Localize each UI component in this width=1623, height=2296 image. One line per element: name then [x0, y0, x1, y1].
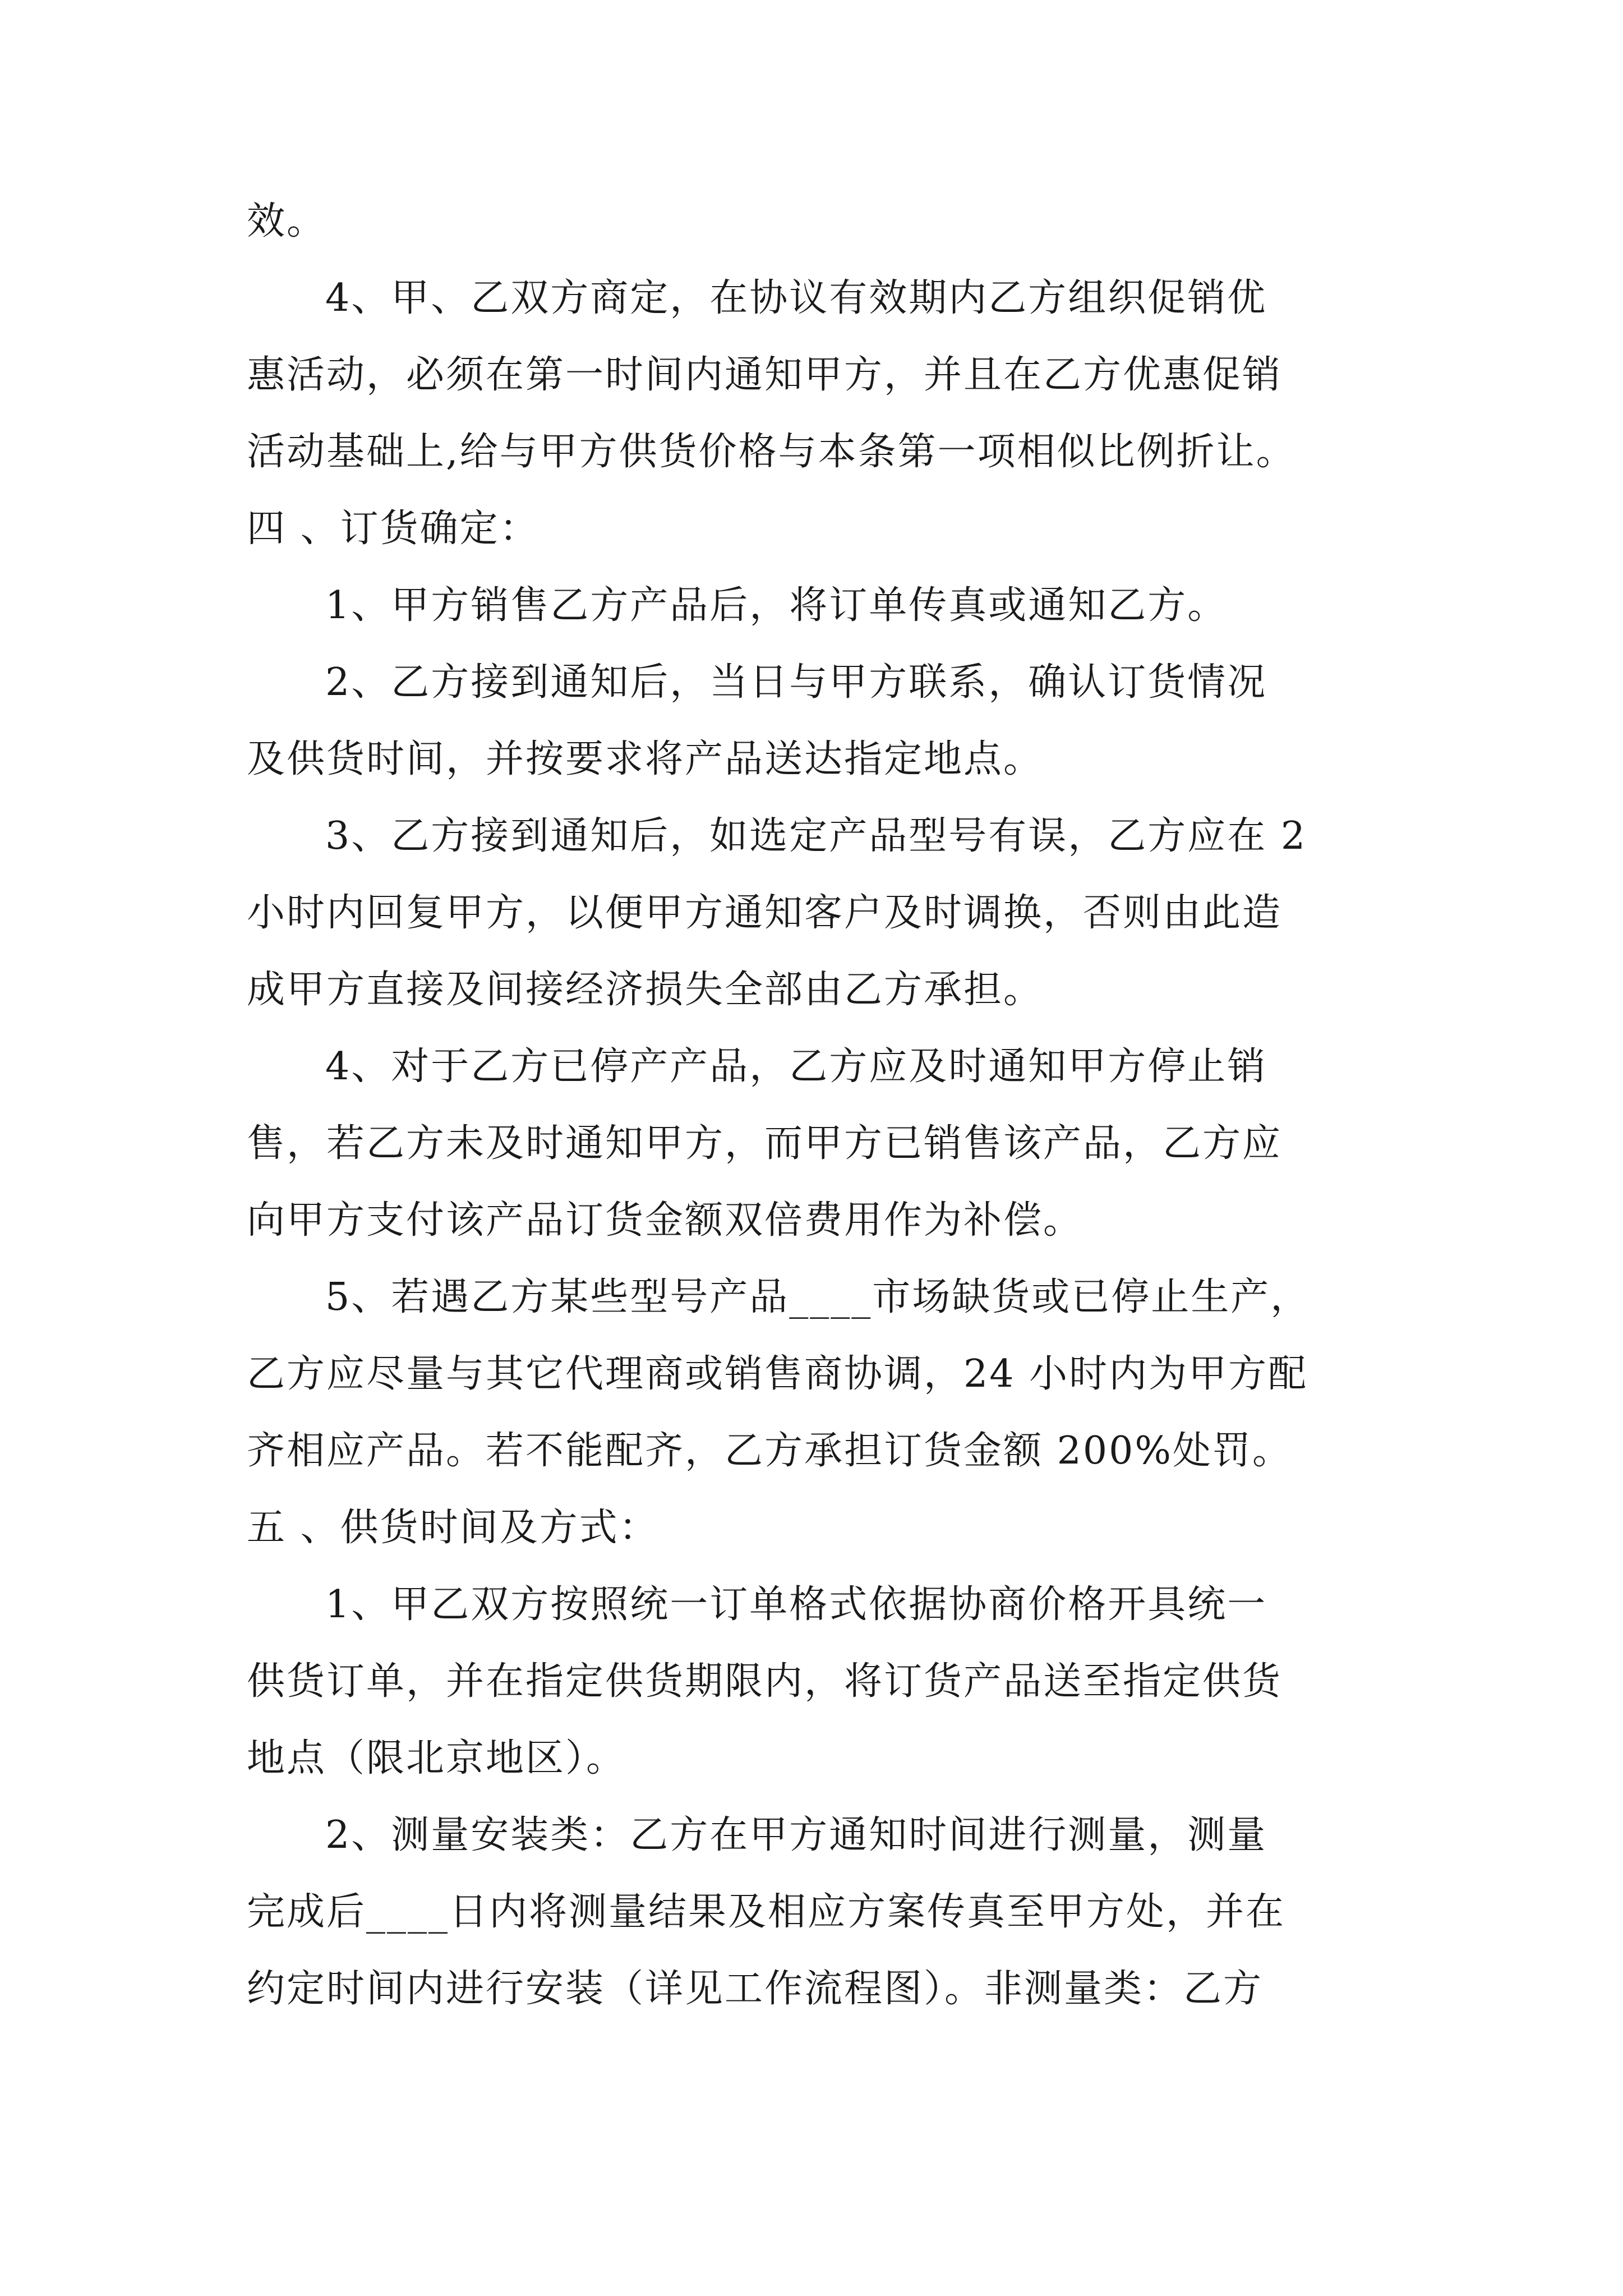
section-heading: 四 、订货确定： — [247, 507, 540, 551]
paragraph-start: 3、乙方接到通知后，如选定产品型号有误，乙方应在 2 — [325, 814, 1307, 858]
paragraph-start: 4、甲、乙双方商定，在协议有效期内乙方组织促销优 — [325, 276, 1267, 320]
text-line: 供货订单，并在指定供货期限内，将订货产品送至指定供货 — [247, 1659, 1283, 1704]
text-line: 约定时间内进行安装（详见工作流程图）。非测量类：乙方 — [247, 1967, 1264, 2011]
text-line: 完成后____日内将测量结果及相应方案传真至甲方处，并在 — [247, 1890, 1286, 1934]
text-line: 齐相应产品。若不能配齐，乙方承担订货金额 200%处罚。 — [247, 1429, 1293, 1473]
paragraph-start: 2、测量安装类：乙方在甲方通知时间进行测量，测量 — [325, 1813, 1267, 1857]
text-line: 成甲方直接及间接经济损失全部由乙方承担。 — [247, 968, 1044, 1012]
text-line: 乙方应尽量与其它代理商或销售商协调，24 小时内为甲方配 — [247, 1352, 1308, 1396]
paragraph-start: 4、对于乙方已停产产品，乙方应及时通知甲方停止销 — [325, 1045, 1267, 1089]
text-line: 活动基础上,给与甲方供货价格与本条第一项相似比例折让。 — [247, 430, 1296, 474]
text-line: 地点（限北京地区）。 — [247, 1736, 626, 1780]
text-line: 惠活动，必须在第一时间内通知甲方，并且在乙方优惠促销 — [247, 353, 1283, 397]
text-line: 及供货时间，并按要求将产品送达指定地点。 — [247, 737, 1044, 781]
paragraph-start: 1、甲方销售乙方产品后，将订单传真或通知乙方。 — [325, 583, 1228, 628]
paragraph-start: 5、若遇乙方某些型号产品____市场缺货或已停止生产， — [325, 1275, 1311, 1319]
text-line: 向甲方支付该产品订货金额双倍费用作为补偿。 — [247, 1198, 1083, 1243]
text-line: 效。 — [247, 199, 327, 243]
text-line: 售，若乙方未及时通知甲方，而甲方已销售该产品，乙方应 — [247, 1121, 1283, 1166]
paragraph-start: 2、乙方接到通知后，当日与甲方联系，确认订货情况 — [325, 660, 1267, 705]
text-line: 小时内回复甲方，以便甲方通知客户及时调换，否则由此造 — [247, 891, 1283, 935]
section-heading: 五 、供货时间及方式： — [247, 1506, 659, 1550]
paragraph-start: 1、甲乙双方按照统一订单格式依据协商价格开具统一 — [325, 1582, 1267, 1627]
